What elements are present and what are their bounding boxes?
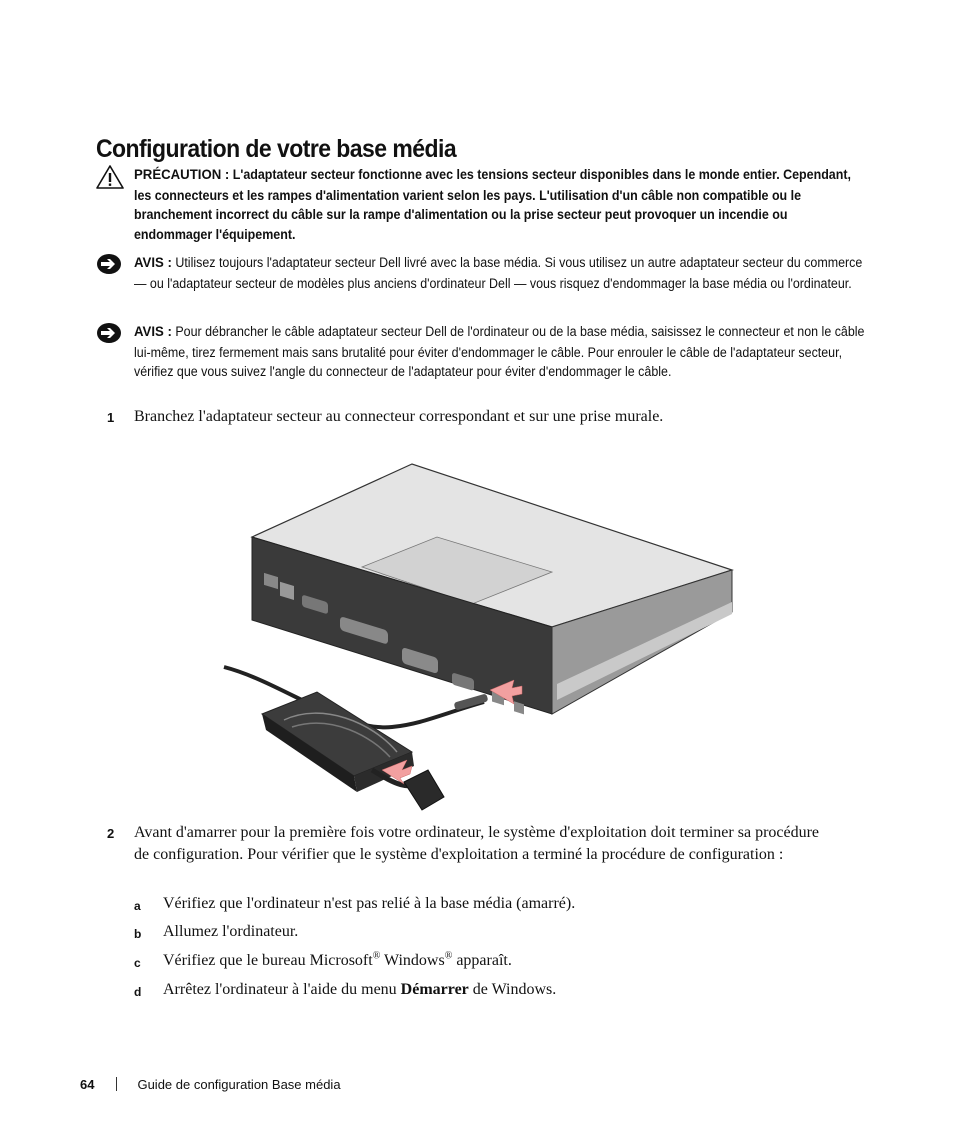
caution-label: PRÉCAUTION : xyxy=(134,167,230,183)
substep-text: Arrêtez l'ordinateur à l'aide du menu Démarrer de Windows. xyxy=(163,981,557,998)
page-number: 64 xyxy=(80,1077,95,1092)
caution-text: L'adaptateur secteur fonctionne avec les tensions secteur disponibles dans le monde entier. Cependant, les connecteurs et les rampes d'alimentation varient selon les pays. L'utilisation d'un câble non compatible ou le branchement incorrect du câble sur la rampe d'alimentation ou la prise secteur peut provoquer un incendie ou endommager l'équipement. xyxy=(134,167,851,242)
step-number: 1 xyxy=(107,410,115,425)
avis-label: AVIS : xyxy=(134,255,172,271)
avis-text: Utilisez toujours l'adaptateur secteur Dell livré avec la base média. Si vous utilisez un autre adaptateur secteur du commerce — ou l'adaptateur secteur de modèles plus anciens d'ordinateur Dell — vous risquez d'endommager la base média ou l'ordinateur. xyxy=(134,255,863,291)
ac-adapter xyxy=(262,692,414,792)
ac-plug xyxy=(404,770,444,810)
warning-triangle-icon xyxy=(96,165,124,189)
media-base-illustration xyxy=(222,452,742,817)
avis-label: AVIS : xyxy=(134,324,172,340)
avis-notice-2 xyxy=(96,322,866,382)
step-text: Avant d'amarrer pour la première fois votre ordinateur, le système d'exploitation doit terminer sa procédure de configuration. Pour vérifier que le système d'exploitation a terminé la procédure de configuration : xyxy=(134,824,820,863)
substep-letter: b xyxy=(134,927,142,941)
footer-divider xyxy=(116,1077,117,1091)
page-title: Configuration de votre base média xyxy=(96,134,457,163)
start-menu-label: Démarrer xyxy=(400,981,469,998)
substep-text: Vérifiez que l'ordinateur n'est pas relié à la base média (amarré). xyxy=(163,895,576,912)
step-number: 2 xyxy=(107,826,115,841)
avis-text: Pour débrancher le câble adaptateur secteur Dell de l'ordinateur ou de la base média, saisissez le connecteur et non le câble lui-même, tirez fermement mais sans brutalité pour éviter d'endommager le câble. Pour enrouler le câble de l'adaptateur secteur, vérifiez que vous suivez l'angle du connecteur de l'adaptateur pour éviter d'endommager le câble. xyxy=(134,324,865,380)
caution-notice xyxy=(96,165,866,244)
substep-letter: c xyxy=(134,956,141,970)
substep-text: Allumez l'ordinateur. xyxy=(163,923,299,940)
page-footer xyxy=(80,1077,341,1092)
avis-notice-1 xyxy=(96,253,866,293)
substep-text: Vérifiez que le bureau Microsoft® Windows® apparaît. xyxy=(163,950,512,969)
guide-title: Guide de configuration Base média xyxy=(137,1077,341,1092)
substep-letter: a xyxy=(134,899,141,913)
step-text: Branchez l'adaptateur secteur au connecteur correspondant et sur une prise murale. xyxy=(134,408,664,425)
substep-letter: d xyxy=(134,985,142,999)
notice-hand-icon xyxy=(96,253,122,275)
notice-hand-icon xyxy=(96,322,122,344)
